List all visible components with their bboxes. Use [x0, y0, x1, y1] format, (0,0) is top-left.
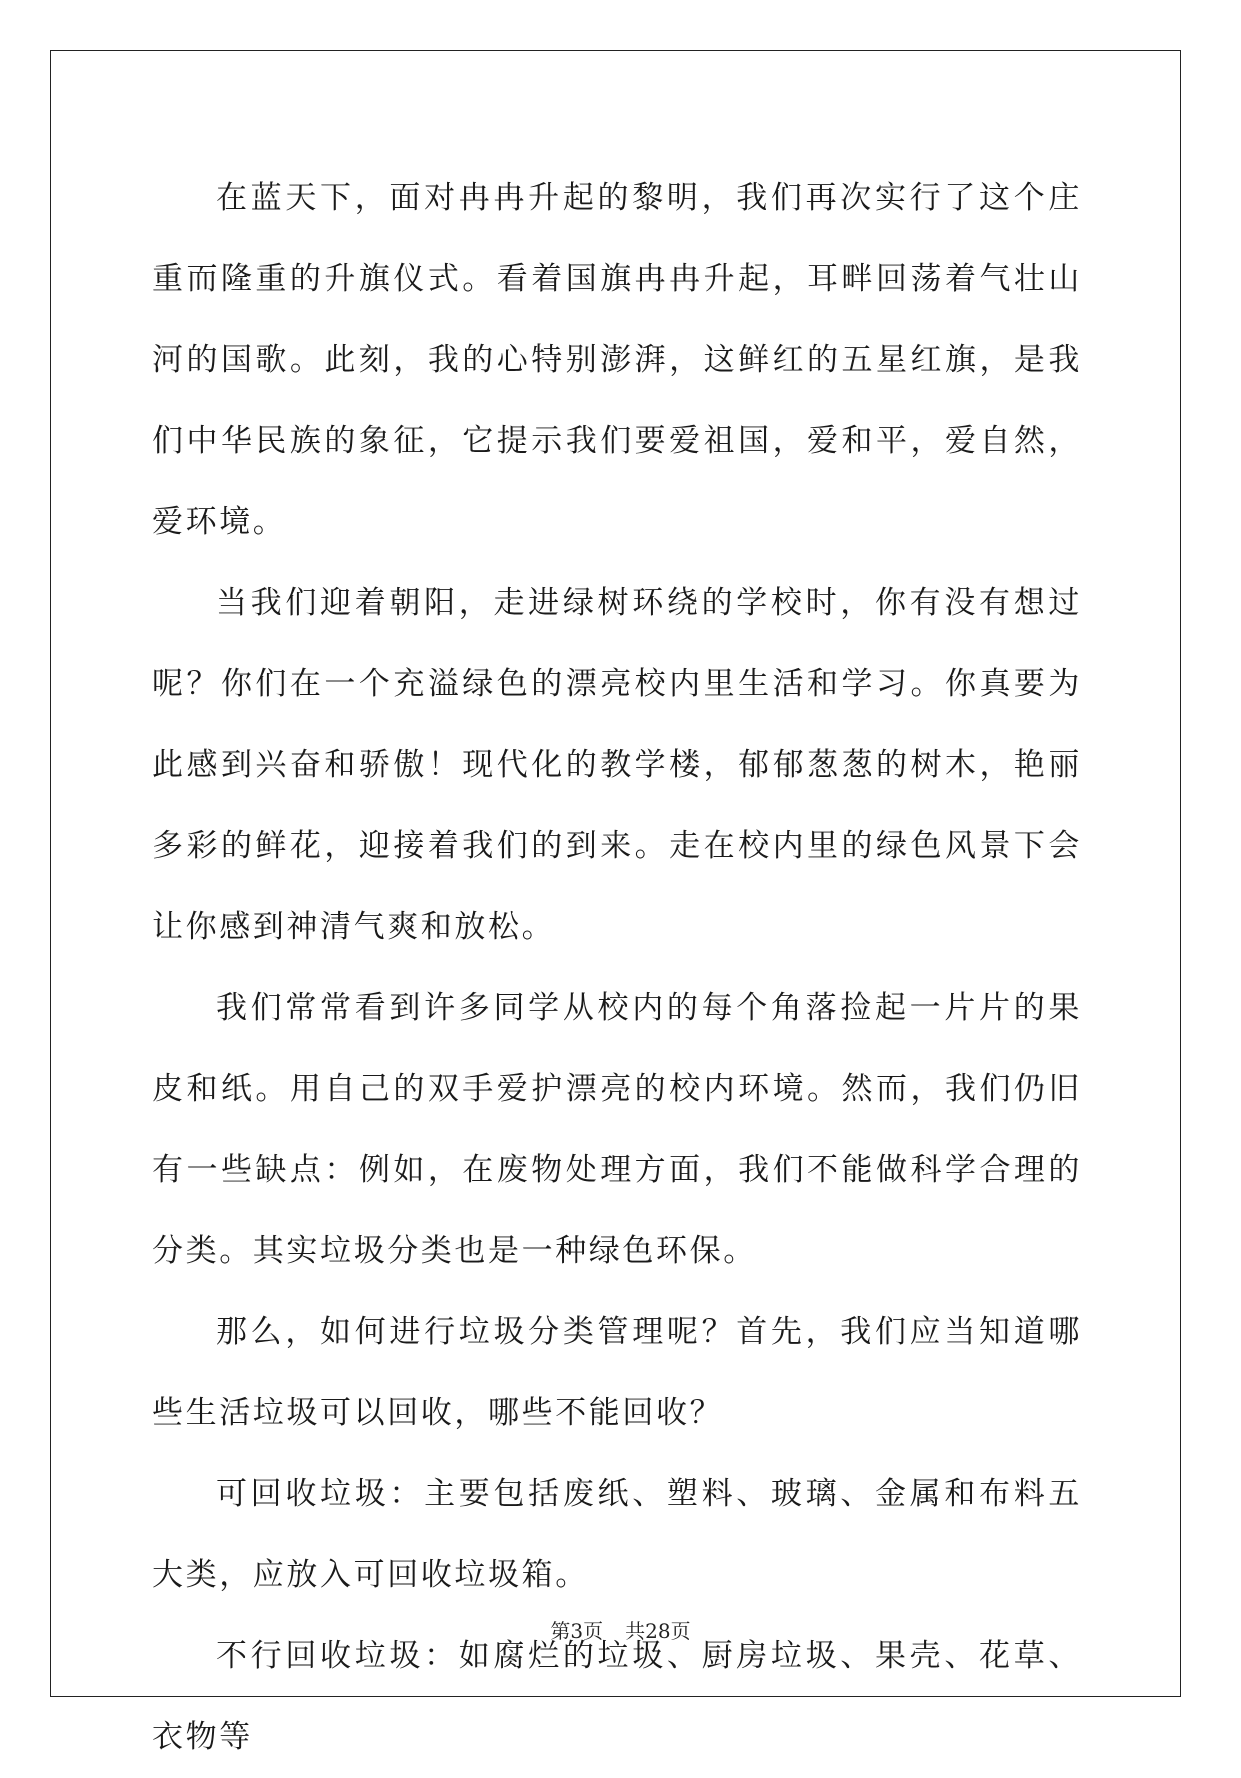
document-body: [152, 158, 1082, 1778]
paragraph: 可回收垃圾：主要包括废纸、塑料、玻璃、金属和布料五大类，应放入可回收垃圾箱。: [152, 1476, 1082, 1593]
paragraph: 我们常常看到许多同学从校内的每个角落捡起一片片的果皮和纸。用自己的双手爱护漂亮的校内环境。然而，我们仍旧有一些缺点：例如，在废物处理方面，我们不能做科学合理的分类。其实垃圾分类也是一种绿色环保。: [152, 990, 1082, 1269]
page-total: 共28页: [625, 1619, 691, 1643]
page-number: 第3页: [550, 1619, 604, 1643]
paragraph: 在蓝天下，面对冉冉升起的黎明，我们再次实行了这个庄重而隆重的升旗仪式。看着国旗冉冉升起，耳畔回荡着气壮山河的国歌。此刻，我的心特别澎湃，这鲜红的五星红旗，是我们中华民族的象征，它提示我们要爱祖国，爱和平，爱自然，爱环境。: [152, 180, 1082, 540]
page-footer: [0, 1615, 1241, 1644]
paragraph: 不行回收垃圾：如腐烂的垃圾、厨房垃圾、果壳、花草、衣物等: [152, 1638, 1082, 1755]
paragraph: 那么，如何进行垃圾分类管理呢？首先，我们应当知道哪些生活垃圾可以回收，哪些不能回收？: [152, 1314, 1082, 1431]
paragraph: 当我们迎着朝阳，走进绿树环绕的学校时，你有没有想过呢？你们在一个充溢绿色的漂亮校内里生活和学习。你真要为此感到兴奋和骄傲！现代化的教学楼，郁郁葱葱的树木，艳丽多彩的鲜花，迎接着我们的到来。走在校内里的绿色风景下会让你感到神清气爽和放松。: [152, 585, 1082, 945]
